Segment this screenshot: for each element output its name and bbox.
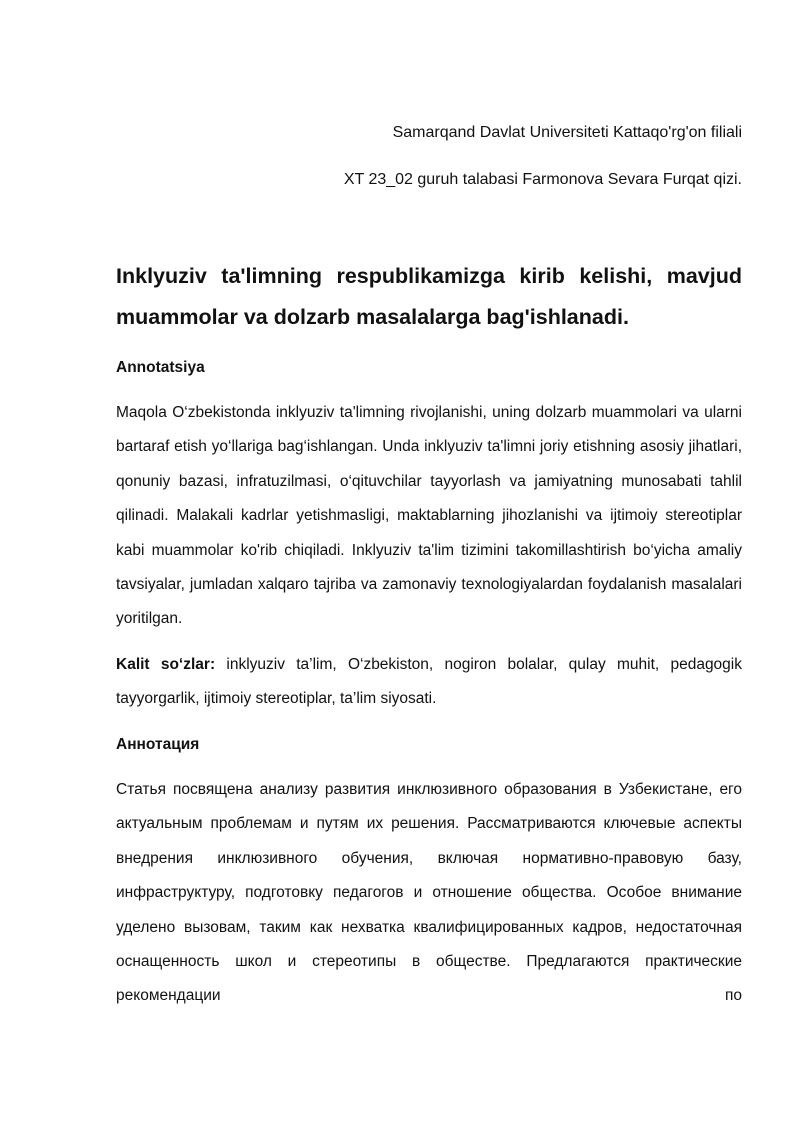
- article-title: Inklyuziv ta'limning respublikamizga kirib kelishi, mavjud muammolar va dolzarb masalalarga bag'ishlanadi.: [116, 264, 742, 329]
- author-name: XT 23_02 guruh talabasi Farmonova Sevara Furqat qizi.: [343, 171, 742, 188]
- keywords-text: inklyuziv ta’lim, O‘zbekiston, nogiron bolalar, qulay muhit, pedagogik tayyorgarlik, ijtimoiy stereotiplar, ta’lim siyosati.: [116, 656, 742, 708]
- author-affiliation: Samarqand Davlat Universiteti Kattaqo'rg'on filiali: [392, 124, 742, 141]
- annotation-ru-heading: Аннотация: [116, 736, 200, 753]
- annotation-uz-text: Maqola O‘zbekistonda inklyuziv ta'limning rivojlanishi, uning dolzarb muammolari va ularni bartaraf etish yo‘llariga bag‘ishlangan. Unda inklyuziv ta'limni joriy etishning asosiy jihatlari, qonuniy bazasi, infratuzilmasi, o‘qituvchilar tayyorlash va jamiyatning munosabati tahlil qilinadi. Malakali kadrlar yetishmasligi, maktablarning jihozlanishi va ijtimoiy stereotiplar kabi muammolar ko'rib chiqiladi. Inklyuziv ta'lim tizimini takomillashtirish bo‘yicha amaliy tavsiyalar, jumladan xalqaro tajriba va zamonaviy texnologiyalardan foydalanish masalalari yoritilgan.: [116, 404, 742, 628]
- annotation-uz-heading: Annotatsiya: [116, 359, 205, 376]
- annotation-ru-text: Статья посвящена анализу развития инклюзивного образования в Узбекистане, его актуальным проблемам и путям их решения. Рассматриваются ключевые аспекты внедрения инклюзивного обучения, включая нормативно-правовую базу, инфраструктуру, подготовку педагогов и отношение общества. Особое внимание уделено вызовам, таким как нехватка квалифицированных кадров, недостаточная оснащенность школ и стереотипы в обществе. Предлагаются практические рекомендации по: [116, 781, 742, 1005]
- keywords-paragraph: [116, 648, 742, 717]
- keywords-label: Kalit so‘zlar:: [116, 656, 216, 673]
